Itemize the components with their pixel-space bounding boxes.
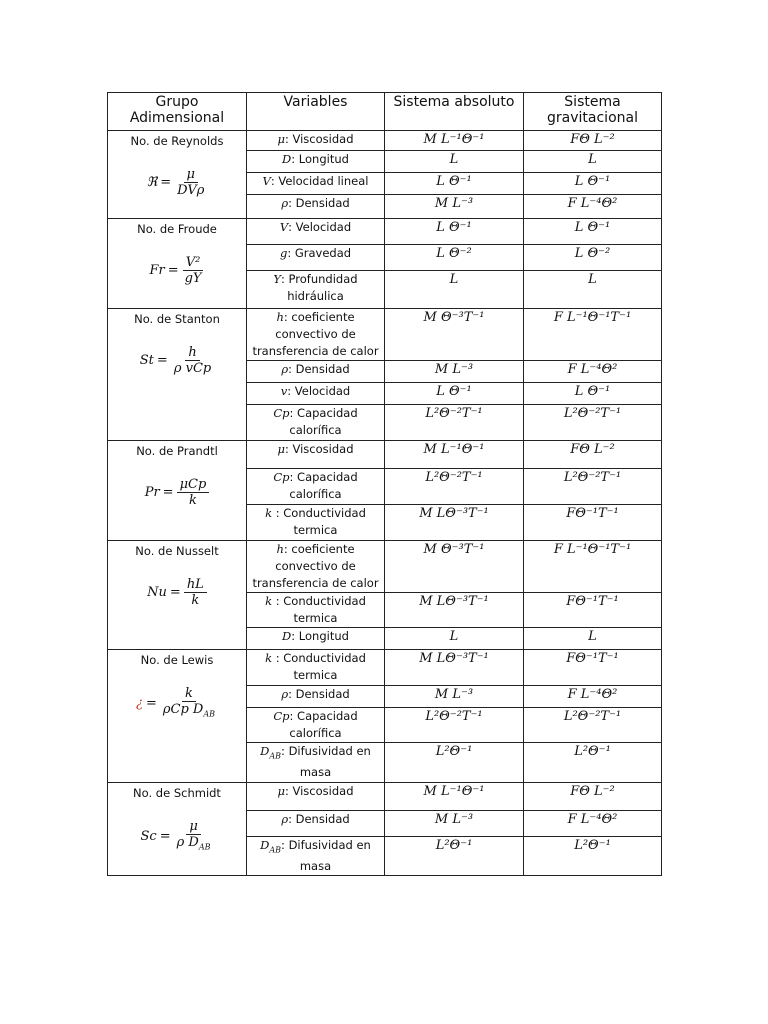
formula-numerator: μCp [177, 477, 210, 493]
variable-subscript: AB [269, 845, 282, 855]
variable-cell [247, 131, 385, 151]
group-cell [108, 783, 247, 876]
equals-sign: = [160, 175, 172, 190]
group-name: No. de Prandtl [136, 444, 218, 458]
variable-description: : Velocidad [288, 220, 352, 234]
formula-fraction [171, 345, 214, 376]
formula-subscript: AB [198, 842, 211, 852]
variable-cell [247, 195, 385, 219]
formula-denominator: k [191, 593, 200, 608]
variable-subscript: AB [269, 751, 282, 761]
header-sistema-absoluto: Sistema absoluto [385, 93, 524, 131]
group-formula [147, 577, 207, 608]
formula-numerator: V² [183, 255, 204, 271]
gravitational-system-cell: L Θ⁻² [524, 245, 662, 271]
dimensionless-groups-table [107, 92, 662, 876]
variable-description: : Viscosidad [284, 442, 354, 456]
formula-denominator: DVρ [177, 183, 205, 198]
group-name: No. de Stanton [134, 312, 220, 326]
equals-sign: = [156, 353, 168, 368]
equals-sign: = [145, 696, 157, 712]
formula-fraction [182, 255, 205, 286]
formula-lhs: Sc [140, 829, 157, 845]
table-row [108, 783, 662, 811]
variable-symbol: Cp [273, 470, 290, 484]
formula-denominator: gY [184, 271, 202, 286]
group-name: No. de Reynolds [130, 134, 224, 148]
variable-description: : Capacidad calorífica [289, 470, 358, 501]
variable-description: : Densidad [288, 687, 350, 701]
variable-description: : Velocidad lineal [270, 174, 369, 188]
formula-lhs: Fr [149, 263, 165, 278]
variable-symbol: ρ [281, 812, 289, 826]
variable-cell [247, 743, 385, 783]
gravitational-system-cell: F L⁻¹Θ⁻¹T⁻¹ [524, 541, 662, 593]
variable-cell [247, 405, 385, 441]
variable-description: : Conductividad termica [272, 594, 366, 625]
absolute-system-cell: M L⁻³ [385, 811, 524, 837]
group-cell [108, 441, 247, 541]
formula-numerator: μ [186, 819, 200, 835]
variable-cell [247, 173, 385, 195]
variable-description: : Capacidad calorífica [289, 709, 358, 740]
variable-symbol: k [265, 594, 273, 608]
variable-cell [247, 309, 385, 361]
variable-cell [247, 383, 385, 405]
table-row [108, 309, 662, 361]
variable-description: : Longitud [291, 152, 349, 166]
gravitational-system-cell: FΘ⁻¹T⁻¹ [524, 593, 662, 628]
gravitational-system-cell: FΘ L⁻² [524, 783, 662, 811]
formula-denominator-wrap [171, 361, 214, 376]
variable-description: : Conductividad termica [272, 506, 366, 537]
variable-symbol: Cp [273, 709, 290, 723]
variable-symbol: D [260, 838, 270, 852]
variable-description: : Difusividad en masa [281, 838, 371, 874]
absolute-system-cell: L Θ⁻² [385, 245, 524, 271]
gravitational-system-cell: L²Θ⁻²T⁻¹ [524, 469, 662, 505]
gravitational-system-cell: F L⁻⁴Θ² [524, 811, 662, 837]
variable-symbol: V [262, 174, 271, 188]
group-name: No. de Nusselt [135, 544, 219, 558]
absolute-system-cell: L²Θ⁻²T⁻¹ [385, 708, 524, 743]
formula-fraction [184, 577, 207, 608]
header-sistema-gravitacional: Sistema gravitacional [524, 93, 662, 131]
gravitational-system-cell: L [524, 271, 662, 309]
variable-symbol: k [265, 506, 273, 520]
gravitational-system-cell: L [524, 151, 662, 173]
table-row [108, 541, 662, 593]
variable-description: : Velocidad [287, 384, 351, 398]
variable-symbol: V [279, 220, 289, 234]
formula-denominator: ρ vCp [173, 361, 212, 376]
variable-symbol: μ [277, 442, 285, 456]
variable-symbol: ρ [281, 362, 289, 376]
variable-description: : Densidad [288, 362, 350, 376]
formula-lhs: ¿ [135, 696, 143, 712]
absolute-system-cell: L Θ⁻¹ [385, 383, 524, 405]
variable-description: : Viscosidad [284, 132, 354, 146]
formula-subscript: AB [203, 709, 215, 719]
formula-denominator-wrap [174, 835, 214, 855]
variable-description: : Capacidad calorífica [289, 406, 358, 437]
variable-cell [247, 505, 385, 541]
gravitational-system-cell: FΘ L⁻² [524, 441, 662, 469]
absolute-system-cell: L²Θ⁻²T⁻¹ [385, 405, 524, 441]
variable-symbol: D [260, 744, 270, 758]
variable-cell [247, 151, 385, 173]
formula-lhs: Nu [147, 585, 167, 600]
gravitational-system-cell: F L⁻⁴Θ² [524, 686, 662, 708]
formula-numerator: k [182, 686, 196, 702]
variable-cell [247, 361, 385, 383]
absolute-system-cell: L²Θ⁻¹ [385, 743, 524, 783]
absolute-system-cell: M L⁻¹Θ⁻¹ [385, 783, 524, 811]
equals-sign: = [159, 829, 171, 845]
absolute-system-cell: L Θ⁻¹ [385, 219, 524, 245]
variable-description: : Longitud [291, 629, 349, 643]
variable-cell [247, 837, 385, 876]
gravitational-system-cell: FΘ⁻¹T⁻¹ [524, 505, 662, 541]
formula-numerator: h [185, 345, 199, 361]
absolute-system-cell: M Θ⁻³T⁻¹ [385, 309, 524, 361]
group-cell [108, 650, 247, 783]
variable-symbol: μ [277, 784, 285, 798]
gravitational-system-cell: F L⁻⁴Θ² [524, 361, 662, 383]
table-row [108, 219, 662, 245]
equals-sign: = [167, 263, 179, 278]
variable-symbol: h [276, 542, 284, 556]
gravitational-system-cell: F L⁻⁴Θ² [524, 195, 662, 219]
variable-cell [247, 219, 385, 245]
variable-symbol: ρ [281, 687, 289, 701]
gravitational-system-cell: FΘ⁻¹T⁻¹ [524, 650, 662, 686]
group-formula [147, 167, 208, 198]
absolute-system-cell: M L⁻¹Θ⁻¹ [385, 131, 524, 151]
formula-denominator: k [188, 493, 197, 508]
header-row [108, 93, 662, 131]
group-formula [140, 345, 214, 376]
variable-symbol: Y [273, 272, 282, 286]
variable-description: : Conductividad termica [272, 651, 366, 682]
formula-fraction [160, 686, 218, 722]
gravitational-system-cell: L²Θ⁻¹ [524, 837, 662, 876]
variable-cell [247, 686, 385, 708]
group-cell [108, 219, 247, 309]
absolute-system-cell: M L⁻³ [385, 361, 524, 383]
variable-symbol: v [280, 384, 288, 398]
variable-symbol: h [276, 310, 284, 324]
variable-symbol: Cp [273, 406, 290, 420]
gravitational-system-cell: L²Θ⁻²T⁻¹ [524, 708, 662, 743]
absolute-system-cell: L [385, 271, 524, 309]
variable-cell [247, 541, 385, 593]
variable-cell [247, 245, 385, 271]
variable-cell [247, 441, 385, 469]
absolute-system-cell: M L⁻¹Θ⁻¹ [385, 441, 524, 469]
group-formula [145, 477, 210, 508]
absolute-system-cell: L [385, 151, 524, 173]
header-grupo: Grupo Adimensional [108, 93, 247, 131]
variable-cell [247, 593, 385, 628]
formula-fraction [177, 477, 210, 508]
gravitational-system-cell: L Θ⁻¹ [524, 383, 662, 405]
absolute-system-cell: M L⁻³ [385, 195, 524, 219]
variable-symbol: D [282, 152, 292, 166]
formula-denominator: ρ D [176, 835, 199, 850]
variable-cell [247, 628, 385, 650]
variable-symbol: ρ [281, 196, 289, 210]
table-row [108, 441, 662, 469]
variable-cell [247, 650, 385, 686]
formula-denominator-wrap [188, 593, 202, 608]
formula-numerator: μ [184, 167, 198, 183]
formula-lhs: Pr [144, 485, 160, 500]
variable-description: : Viscosidad [284, 784, 354, 798]
formula-lhs: ℜ [146, 175, 158, 190]
absolute-system-cell: M Θ⁻³T⁻¹ [385, 541, 524, 593]
variable-symbol: k [265, 651, 273, 665]
variable-description: : Densidad [288, 812, 350, 826]
formula-fraction [174, 167, 207, 198]
group-cell [108, 131, 247, 219]
equals-sign: = [162, 485, 174, 500]
variable-cell [247, 708, 385, 743]
absolute-system-cell: M L⁻³ [385, 686, 524, 708]
variable-symbol: g [279, 246, 288, 260]
absolute-system-cell: M LΘ⁻³T⁻¹ [385, 593, 524, 628]
absolute-system-cell: L Θ⁻¹ [385, 173, 524, 195]
group-name: No. de Schmidt [133, 786, 221, 800]
variable-cell [247, 271, 385, 309]
absolute-system-cell: M LΘ⁻³T⁻¹ [385, 650, 524, 686]
formula-lhs: St [139, 353, 154, 368]
gravitational-system-cell: L Θ⁻¹ [524, 219, 662, 245]
formula-denominator: ρCp D [162, 702, 204, 717]
formula-denominator-wrap [182, 271, 205, 286]
group-cell [108, 309, 247, 441]
variable-description: : Profundidad hidráulica [281, 272, 358, 303]
formula-denominator-wrap [174, 183, 207, 198]
variable-cell [247, 811, 385, 837]
gravitational-system-cell: L [524, 628, 662, 650]
variable-cell [247, 783, 385, 811]
variable-cell [247, 469, 385, 505]
group-name: No. de Lewis [140, 653, 214, 667]
variable-description: : Difusividad en masa [281, 744, 371, 780]
absolute-system-cell: L²Θ⁻²T⁻¹ [385, 469, 524, 505]
absolute-system-cell: L [385, 628, 524, 650]
variable-description: : Gravedad [287, 246, 352, 260]
formula-denominator-wrap [160, 702, 218, 722]
variable-description: : Densidad [288, 196, 350, 210]
gravitational-system-cell: F L⁻¹Θ⁻¹T⁻¹ [524, 309, 662, 361]
gravitational-system-cell: L²Θ⁻¹ [524, 743, 662, 783]
variable-symbol: D [282, 629, 292, 643]
table-row [108, 650, 662, 686]
formula-denominator-wrap [186, 493, 200, 508]
absolute-system-cell: M LΘ⁻³T⁻¹ [385, 505, 524, 541]
group-formula [136, 686, 218, 722]
group-cell [108, 541, 247, 650]
group-formula [149, 255, 204, 286]
table-row [108, 131, 662, 151]
absolute-system-cell: L²Θ⁻¹ [385, 837, 524, 876]
gravitational-system-cell: FΘ L⁻² [524, 131, 662, 151]
formula-fraction [174, 819, 214, 855]
header-variables: Variables [247, 93, 385, 131]
group-name: No. de Froude [137, 222, 217, 236]
variable-description: : coeficiente convectivo de transferencia de calor [252, 542, 379, 590]
group-formula [141, 819, 214, 855]
gravitational-system-cell: L Θ⁻¹ [524, 173, 662, 195]
gravitational-system-cell: L²Θ⁻²T⁻¹ [524, 405, 662, 441]
variable-symbol: μ [277, 132, 285, 146]
equals-sign: = [169, 585, 181, 600]
variable-description: : coeficiente convectivo de transferencia de calor [252, 310, 379, 358]
formula-numerator: hL [184, 577, 207, 593]
